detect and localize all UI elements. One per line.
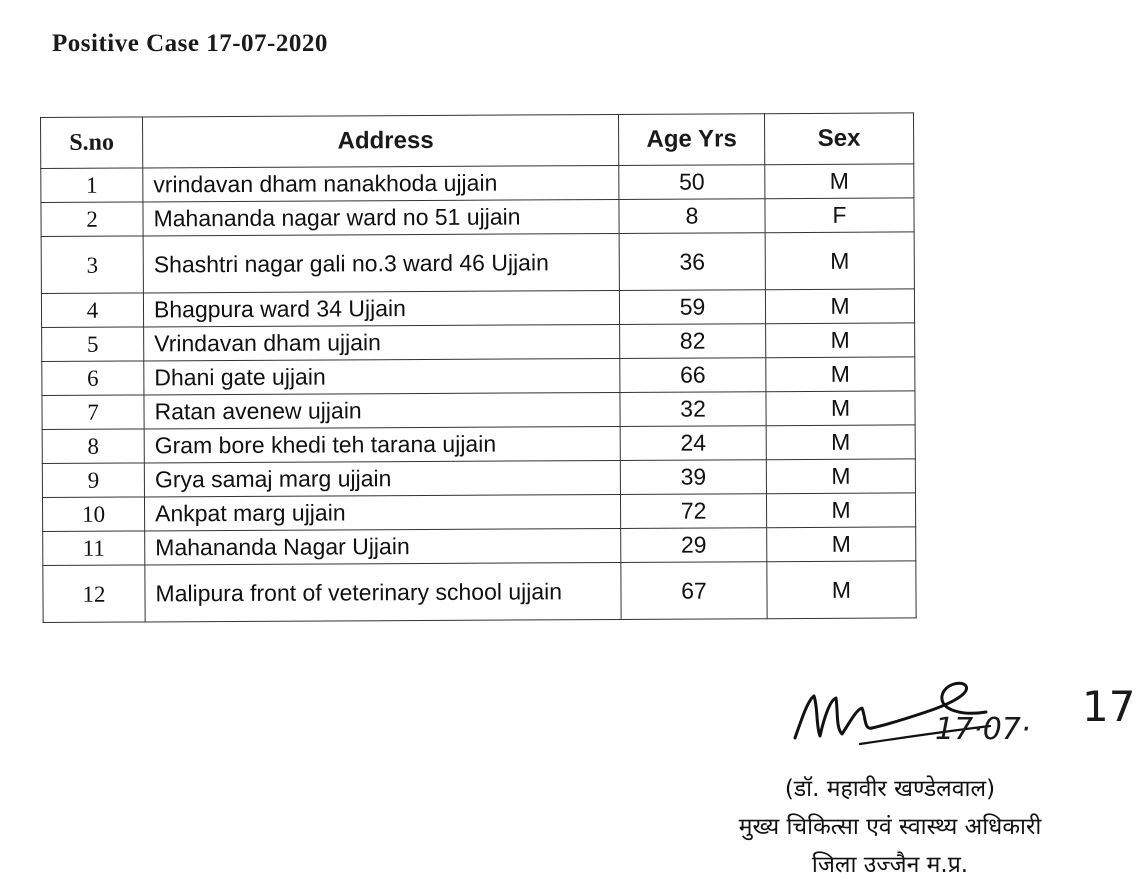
cell-age: 72 bbox=[620, 494, 766, 529]
cell-sno: 12 bbox=[43, 565, 145, 623]
officer-designation: मुख्य चिकित्सा एवं स्वास्थ्य अधिकारी bbox=[738, 814, 1042, 840]
cell-address: Ratan avenew ujjain bbox=[144, 392, 620, 428]
cell-sex: M bbox=[766, 391, 915, 426]
cell-age: 82 bbox=[620, 324, 766, 359]
cell-sno: 4 bbox=[41, 293, 143, 328]
header-sno: S.no bbox=[41, 117, 143, 169]
cell-sex: F bbox=[765, 198, 914, 233]
cell-sno: 5 bbox=[42, 327, 144, 362]
page-title: Positive Case 17-07-2020 bbox=[52, 30, 328, 57]
cell-sno: 1 bbox=[41, 168, 143, 203]
cell-address: Shashtri nagar gali no.3 ward 46 Ujjain bbox=[143, 233, 619, 292]
cell-address: Mahananda nagar ward no 51 ujjain bbox=[143, 199, 619, 235]
margin-date-mark: 17 bbox=[1082, 682, 1136, 731]
cell-address: Malipura front of veterinary school ujjain bbox=[145, 562, 621, 621]
cell-age: 67 bbox=[621, 562, 767, 620]
cell-address: Mahananda Nagar Ujjain bbox=[145, 528, 621, 564]
cell-age: 39 bbox=[620, 460, 766, 495]
cell-address: Dhani gate ujjain bbox=[144, 358, 620, 394]
table-row bbox=[42, 425, 915, 464]
table-row bbox=[42, 391, 915, 430]
signature-date: 17·07· bbox=[935, 712, 1031, 747]
cell-age: 8 bbox=[619, 199, 765, 234]
table-row bbox=[43, 527, 916, 566]
cell-sex: M bbox=[765, 164, 914, 199]
cell-sno: 8 bbox=[42, 429, 144, 464]
header-sex: Sex bbox=[764, 113, 913, 165]
table-row bbox=[41, 164, 914, 203]
cell-sex: M bbox=[767, 561, 916, 619]
cell-sex: M bbox=[765, 289, 914, 324]
table-row bbox=[41, 232, 914, 294]
table-row bbox=[43, 561, 916, 623]
cell-age: 59 bbox=[619, 290, 765, 325]
table-row bbox=[42, 323, 915, 362]
cell-address: Ankpat marg ujjain bbox=[144, 494, 620, 530]
cell-age: 50 bbox=[619, 165, 765, 200]
table-row bbox=[42, 493, 915, 532]
cell-sex: M bbox=[766, 459, 915, 494]
cell-age: 36 bbox=[619, 233, 765, 291]
cell-sex: M bbox=[765, 232, 914, 290]
cell-address: Gram bore khedi teh tarana ujjain bbox=[144, 426, 620, 462]
cell-address: Bhagpura ward 34 Ujjain bbox=[143, 290, 619, 326]
cell-sno: 2 bbox=[41, 202, 143, 237]
cell-address: Vrindavan dham ujjain bbox=[144, 324, 620, 360]
officer-name: (डॉ. महावीर खण्डेलवाल) bbox=[784, 776, 996, 802]
cell-sex: M bbox=[766, 493, 915, 528]
table-row bbox=[42, 357, 915, 396]
header-address: Address bbox=[143, 114, 619, 167]
table-row bbox=[42, 459, 915, 498]
cell-sno: 6 bbox=[42, 361, 144, 396]
table-header-row bbox=[41, 113, 914, 169]
table-row bbox=[41, 289, 914, 328]
cell-age: 32 bbox=[620, 392, 766, 427]
cell-sno: 10 bbox=[42, 497, 144, 532]
cell-age: 24 bbox=[620, 426, 766, 461]
cell-age: 29 bbox=[621, 528, 767, 563]
positive-cases-table bbox=[40, 112, 917, 623]
cell-sex: M bbox=[767, 527, 916, 562]
cell-address: vrindavan dham nanakhoda ujjain bbox=[143, 165, 619, 201]
cell-sno: 7 bbox=[42, 395, 144, 430]
table-row bbox=[41, 198, 914, 237]
cell-age: 66 bbox=[620, 358, 766, 393]
cell-sno: 11 bbox=[43, 531, 145, 566]
cell-address: Grya samaj marg ujjain bbox=[144, 460, 620, 496]
cell-sex: M bbox=[766, 323, 915, 358]
officer-location: जिला उज्जैन म.प्र. bbox=[811, 852, 969, 878]
officer-signature-block bbox=[680, 770, 1100, 884]
cell-sex: M bbox=[766, 425, 915, 460]
header-age: Age Yrs bbox=[618, 114, 764, 166]
cell-sno: 9 bbox=[42, 463, 144, 498]
cell-sno: 3 bbox=[41, 236, 143, 294]
cell-sex: M bbox=[766, 357, 915, 392]
